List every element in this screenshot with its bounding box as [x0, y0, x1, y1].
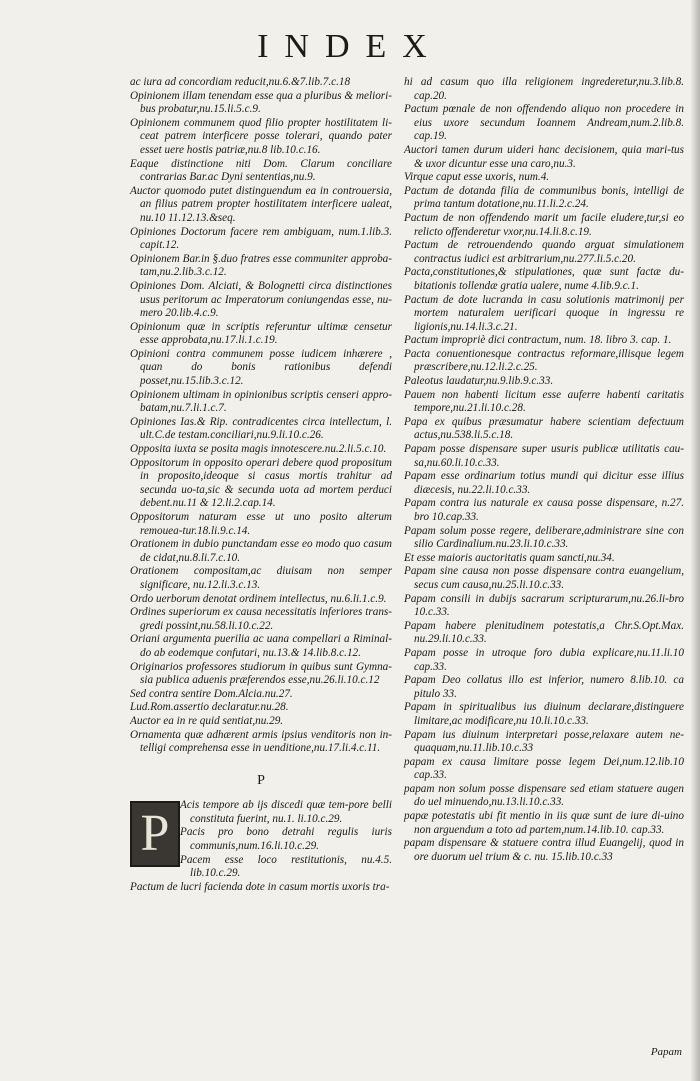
index-entry: Virque caput esse uxoris, num.4.: [404, 171, 550, 184]
index-entry: Oppositorum naturam esse ut uno posito alterum remoueа-tur.18.li.9.c.14.: [130, 511, 392, 537]
index-entry: Papam in spiritualibus ius diuinum declarare,distinguere limitare,ac modificare,nu 10.li.10.c.33.: [404, 701, 684, 727]
index-entry: Sed contra sentire Dom.Alcia.nu.27.: [130, 687, 293, 700]
index-entry: Pactum impropriè dici contractum, num. 18. libro 3. cap. 1.: [404, 334, 672, 347]
index-entry: Originarios professores studiorum in quibus sunt Gymna-sia publica aduenis præferendos esse,nu.26.li.10.c.12: [130, 660, 392, 687]
index-entry: Opiniones Dom. Alciati, & Bolognetti circa distinctiones usus peritorum ac Imperatorum coniungendas esse, nu-mero 20.lib.4.c.9.: [130, 279, 392, 320]
index-entry: Pacta,constitutiones,& stipulationes, quæ sunt factæ du-bitationis tollendæ gratia ualere, nume 4.lib.9.c.1.: [404, 266, 684, 292]
index-entry: Lud.Rom.assertio declaratur.nu.28.: [130, 701, 289, 714]
index-entry: Et esse maioris auctoritatis quam sancti,nu.34.: [404, 551, 615, 564]
index-entry: Opiniones Doctorum facere rem ambiguam, num.1.lib.3. capit.12.: [130, 225, 392, 252]
index-entry: Opinionem Bar.in §.duo fratres esse communiter approba-tam,nu.2.lib.3.c.12.: [130, 252, 392, 279]
index-entry: Opposita iuxta se posita magis innotescere.nu.2.li.5.c.10.: [130, 443, 387, 456]
index-entry: Papam sine causa non posse dispensare contra euangelium, secus cum causa,nu.25.li.10.c.33.: [404, 565, 684, 591]
index-entry: Pactum pœnale de non offendendo aliquo non procedere in eius uxore secundum Ioannem Andream,num.2.lib.8. cap.19.: [404, 103, 684, 143]
index-entry: papæ potestatis ubi fit mentio in iis quæ sunt de iure di-uino non arguendum a toto ad partem,num.14.lib.10. cap.33.: [404, 810, 684, 836]
section-letter: P: [257, 772, 265, 788]
index-entry: Acis tempore ab ijs discedi quæ tem-pore belli constituta fuerint, nu.1. li.10.c.29.: [180, 799, 392, 825]
index-entry: Pactum de dotanda filia de communibus bonis, intelligi de prima tantum dotatione,nu.11.li.2.c.24.: [404, 184, 684, 211]
index-entry: Pacis pro bono detrahi regulis iuris communis,num.16.li.10.c.29.: [180, 826, 392, 853]
index-entry: Opinionem communem quod filio propter hostilitatem li-ceat patrem interficere posse tolerari, quando pater esset uere hostis patriæ,nu.8 lib.10.c.16.: [130, 116, 392, 156]
index-entry: papam dispensare & statuere contra illud Euangelij, quod in ore duorum uel trium & c. nu. 15.lib.10.c.33: [404, 837, 684, 863]
index-entry: papam ex causa limitare posse legem Dei,num.12.lib.10 cap.33.: [404, 755, 684, 782]
index-entry: Pactum de retrouendendo quando arguat simulationem contractus iudici est arbitrarium,nu.277.li.5.c.20.: [404, 239, 684, 265]
index-entry: Pactum de dote lucranda in casu solutionis matrimonij per mortem naturalem uerificari quoque in ingressu re ligionis,nu.14.li.3.c.21.: [404, 293, 684, 333]
index-entry: Papam Deo collatus illo est inferior, numero 8.lib.10. ca pitulo 33.: [404, 674, 684, 700]
left-column: [130, 76, 392, 894]
index-entry: Oriani argumenta puerilia ac uana compellari a Riminal-do ab eodemque confutari, nu.13.& 14.lib.8.c.12.: [130, 633, 392, 659]
index-entry: Opiniones Ias.& Rip. contradicentes circa intellectum, l. ult.C.de testam.conciliari,nu.9.li.10.c.26.: [130, 415, 392, 442]
index-entry: hi ad casum quo illa religionem ingrederetur,nu.3.lib.8. cap.20.: [404, 76, 684, 102]
index-entry: Oppositorum in opposito operari debere quod propositum in proposito,ideoque si casus mortis trahitur ad secunda uo-ta,sic & secunda uota ad mortem perduci debent.nu.11 & 12.li.2.cap.14.: [130, 456, 392, 510]
page-edge-shadow: [690, 0, 700, 1081]
index-entry: Papam habere plenitudinem potestatis,a Chr.S.Opt.Max. nu.29.li.10.c.33.: [404, 619, 684, 646]
index-entry: Opinioni contra communem posse iudicem inhærere , quan do bonis rationibus defendi posset,nu.15.lib.3.c.12.: [130, 347, 392, 388]
index-entry: Papa ex quibus præsumatur habere scientiam defectuum actus,nu.538.li.5.c.18.: [404, 415, 684, 442]
index-entry: papam non solum posse dispensare sed etiam statuere augen do uel minuendo,nu.13.li.10.c.33.: [404, 782, 684, 809]
index-entry: Papam posse in utroque foro dubia explicare,nu.11.li.10 cap.33.: [404, 646, 684, 673]
index-entry: Ordo uerborum denotat ordinem intellectus, nu.6.li.1.c.9.: [130, 592, 387, 605]
right-column: [404, 76, 684, 864]
index-entry: Ornamenta quæ adhærent armis ipsius venditoris non in-telligi comprehensa esse in uenditione,nu.17.li.4.c.11.: [130, 728, 392, 755]
index-entry: Auctor ea in re quid sentiat,nu.29.: [130, 714, 284, 727]
index-entry: Papam ius diuinum interpretari posse,relaxare autem ne-quaquam,nu.11.lib.10.c.33: [404, 728, 684, 755]
index-entry: Auctor quomodo putet distinguendum ea in controuersia, an filius patrem propter hostilitatem interficere ualeat, nu.10 11.12.13.&seq.: [130, 184, 392, 224]
index-entry: Papam consili in dubijs sacrarum scripturarum,nu.26.li-bro 10.c.33.: [404, 592, 684, 619]
catchword: Papam: [650, 1046, 682, 1058]
index-entry: Pactum de non offendendo marit um facile eludere,tur,si eo relicto offenderetur vxor,nu.14.li.8.c.19.: [404, 211, 684, 238]
index-entry: Orationem in dubio punctandam esse eo modo quo casum de cidat,nu.8.li.7.c.10.: [130, 538, 392, 564]
index-entry: Pactum de lucri facienda dote in casum mortis uxoris tra-: [130, 880, 390, 893]
page-title: INDEX: [257, 28, 443, 65]
index-entry: Papam solum posse regere, deliberare,administrare sine con silio Cardinalium.nu.23.li.10.c.33.: [404, 524, 684, 551]
index-entry: Opinionem illam tenendam esse qua a pluribus & meliori-bus probatur,nu.15.li.5.c.9.: [130, 89, 392, 116]
index-entry: Papam posse dispensare super usuris publicæ utilitatis cau-sa,nu.60.li.10.c.33.: [404, 443, 684, 469]
index-entry: Paleotus laudatur,nu.9.lib.9.c.33.: [404, 375, 554, 388]
index-entry: Auctori tamen durum uideri hanc decisionem, quia mari-tus & uxor dicuntur esse una caro,nu.3.: [404, 143, 684, 170]
index-entry: Eaque distinctione niti Dom. Clarum conciliare contrarias Bar.ac Dyni sententias,nu.9.: [130, 157, 392, 184]
index-entry: Ordines superiorum ex causa necessitatis inferiores trans-gredi possint,nu.58.li.10.c.22.: [130, 606, 392, 632]
index-entry: Pauem non habenti licitum esse auferre habenti caritatis tempore,nu.21.li.10.c.28.: [404, 388, 684, 415]
decorated-initial: P: [130, 801, 180, 867]
index-entry: Papam contra ius naturale ex causa posse dispensare, n.27. bro 10.cap.33.: [404, 497, 684, 523]
index-entry: Pacta conuentionesque contractus reformare,illisque legem præscribere,nu.12.li.2.c.25.: [404, 347, 684, 374]
section-p-block: [130, 799, 392, 894]
index-entry: Papam esse ordinarium totius mundi qui dicitur esse illius diæcesis, nu.22.li.10.c.33.: [404, 470, 684, 496]
index-entry: ac iura ad concordiam reducit,nu.6.&7.lib.7.c.18: [130, 76, 351, 88]
index-entry: Orationem compositam,ac diuisam non semper significare, nu.12.li.3.c.13.: [130, 565, 392, 591]
index-entry: Pacem esse loco restitutionis, nu.4.5. lib.10.c.29.: [180, 853, 392, 880]
index-entry: Opinionum quæ in scriptis referuntur ultimæ censetur esse approbata,nu.17.li.1.c.19.: [130, 320, 392, 347]
index-entry: Opinionem ultimam in opinionibus scriptis censeri appro-batam,nu.7.li.1.c.7.: [130, 388, 392, 415]
